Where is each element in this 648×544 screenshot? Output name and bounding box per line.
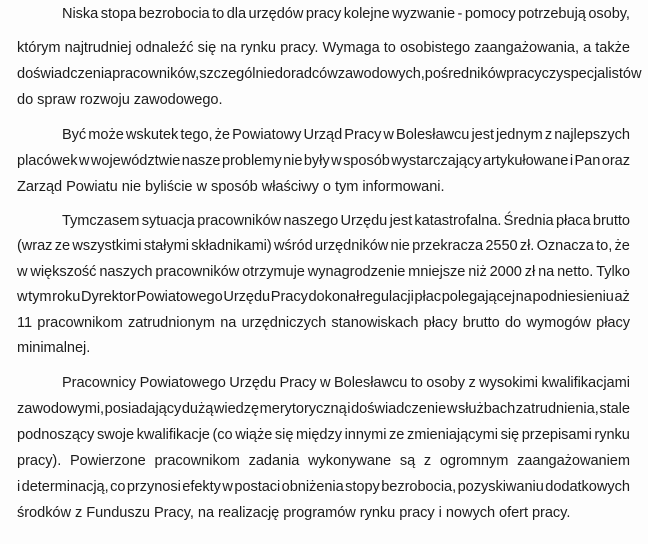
word: mniejsze [408, 264, 466, 280]
paragraph-3-line-5 [17, 314, 630, 332]
word: zł [524, 264, 536, 280]
paragraph-2-line-2 [17, 152, 630, 170]
word: że [614, 238, 630, 254]
word: pracy [506, 66, 542, 82]
word: placówek [17, 153, 78, 169]
word: osoby [426, 375, 465, 391]
word: pozyskiwaniu [457, 479, 544, 495]
word: niż [468, 264, 487, 280]
word: nasze [181, 153, 221, 169]
word: Bolesławcu [333, 375, 408, 391]
word: w [17, 289, 28, 305]
word: zadania [248, 453, 300, 469]
word: stanowiskach [331, 315, 419, 331]
word: doradców [274, 66, 338, 82]
word: brutto [462, 315, 500, 331]
word: netto. [557, 264, 594, 280]
word: w [78, 153, 90, 169]
word: najlepszych [554, 127, 630, 143]
word: potrzebują [518, 6, 586, 22]
word: jest [471, 127, 494, 143]
word: województwie [90, 153, 181, 169]
word: 2000 [489, 264, 522, 280]
word: jednym [496, 127, 543, 143]
word: brutto [592, 213, 630, 229]
word: że [214, 127, 230, 143]
word: to [212, 6, 225, 22]
word: to [410, 375, 423, 391]
word: służbach [457, 401, 516, 417]
word: doświadczenia [17, 66, 113, 82]
word: co [110, 479, 126, 495]
word: Urząd [303, 127, 343, 143]
word: polegającej [441, 289, 516, 305]
word: zawodowymi, [17, 401, 105, 417]
word: z [423, 453, 432, 469]
word: do [504, 315, 522, 331]
word: i [569, 153, 574, 169]
word: między [296, 427, 342, 443]
word: na [538, 264, 555, 280]
word: problemy [221, 153, 282, 169]
word: pracy. [280, 40, 319, 56]
word: wyzwanie [392, 6, 456, 22]
word: rynku [240, 40, 276, 56]
word: są [399, 453, 416, 469]
word: specjalistów [563, 66, 642, 82]
word: i [347, 401, 351, 417]
word: zaangażowania, [474, 40, 579, 56]
word: czy [541, 66, 564, 82]
word: stałymi [143, 238, 189, 254]
word: i [17, 479, 21, 495]
word: Powierzone [69, 453, 146, 469]
word: może [88, 127, 124, 143]
word: pracowników [197, 213, 282, 229]
word: to [383, 40, 396, 56]
word: na [220, 315, 237, 331]
word: osoby, [588, 6, 630, 22]
word: przynosi [126, 479, 181, 495]
word: posiadający [104, 401, 182, 417]
word: roku [52, 289, 81, 305]
paragraph-4-line-4 [17, 452, 630, 470]
word: kwalifikacjami [541, 375, 630, 391]
word: Pracy [279, 375, 317, 391]
word: się [274, 427, 294, 443]
word: obniżenia [281, 479, 344, 495]
word: wystarczający [391, 153, 482, 169]
word: ogromnym [439, 453, 509, 469]
word: merytoryczną [259, 401, 347, 417]
word: płac [414, 289, 442, 305]
word: to, [596, 238, 613, 254]
paragraph-3-line-3 [17, 263, 630, 281]
word: w [17, 264, 28, 280]
word: przepisami [521, 427, 592, 443]
paragraph-4-line-2 [17, 400, 630, 418]
word: efekty [182, 479, 221, 495]
word: zaangażowaniem [517, 453, 630, 469]
word: - [457, 6, 463, 22]
word: pracy [305, 6, 342, 22]
word: Urzędu [340, 213, 388, 229]
word: Niska [62, 6, 99, 22]
word: płaca [555, 213, 591, 229]
word: w [320, 375, 331, 391]
word: katastrofalna. [414, 213, 502, 229]
word: pośredników [424, 66, 507, 82]
word: dla [226, 6, 247, 22]
word: dodatkowych [545, 479, 630, 495]
word: z [468, 375, 476, 391]
word: pracownikom [154, 453, 240, 469]
word: stopy [345, 479, 380, 495]
word: Urzędu [229, 375, 277, 391]
word: Pan [574, 153, 601, 169]
word: sytuacja [141, 213, 195, 229]
word: otrzymuje [242, 264, 305, 280]
paragraph-3-line-1 [62, 212, 630, 230]
word: aż [614, 289, 630, 305]
word: postaci [234, 479, 281, 495]
word: w [383, 127, 394, 143]
word: Tylko [596, 264, 630, 280]
word: najtrudniej [64, 40, 132, 56]
word: pracowników [155, 264, 240, 280]
word: w [222, 479, 233, 495]
word: rynku [594, 427, 630, 443]
word: pracowników, [112, 66, 200, 82]
word: którym [17, 40, 61, 56]
word: dużą [181, 401, 214, 417]
word: płacy [423, 315, 458, 331]
word: stopa [100, 6, 137, 22]
word: urzędów [248, 6, 304, 22]
word: doświadczenie [351, 401, 447, 417]
paragraph-2-line-1 [62, 126, 630, 144]
word: na [220, 40, 237, 56]
word: innymi [344, 427, 387, 443]
word: pomocy [464, 6, 516, 22]
word: Wymaga [322, 40, 380, 56]
word: pracownikom [37, 315, 123, 331]
word: oraz [601, 153, 630, 169]
word: dokonał [308, 289, 360, 305]
word: Powiatowego [136, 289, 223, 305]
word: w [446, 401, 458, 417]
word: naszych [99, 264, 153, 280]
word: Powiatowego [139, 375, 226, 391]
word: artykułowane [482, 153, 569, 169]
word: nie [283, 153, 303, 169]
word: zmieniającymi [406, 427, 498, 443]
word: bezrobocia [138, 6, 210, 22]
word: wymogów [526, 315, 591, 331]
paragraph-1-line-1 [62, 5, 630, 23]
word: były [303, 153, 330, 169]
word: Dyrektor [81, 289, 136, 305]
word: składnikami) [191, 238, 272, 254]
word: swoje [97, 427, 135, 443]
word: wykonywane [308, 453, 392, 469]
word: tego, [180, 127, 213, 143]
word: zł. [519, 238, 535, 254]
word: wiedzę [213, 401, 260, 417]
word: Tymczasem [62, 213, 140, 229]
word: się [500, 427, 520, 443]
paragraph-4-line-1 [62, 374, 630, 392]
paragraph-1-line-3 [17, 65, 642, 83]
paragraph-4-line-3 [17, 426, 630, 444]
word: Pracy [344, 127, 382, 143]
word: podnoszący [17, 427, 95, 443]
word: determinacją, [21, 479, 109, 495]
word: płacy [596, 315, 630, 331]
word: (wraz [17, 238, 53, 254]
word: wynagrodzenie [307, 264, 406, 280]
word: urzędniczych [241, 315, 327, 331]
word: wszystkimi [72, 238, 142, 254]
word: pracy). [17, 453, 62, 469]
word: jest [389, 213, 413, 229]
paragraph-3-line-6: minimalnej. [17, 340, 91, 356]
word: (co [212, 427, 233, 443]
word: Średnia [503, 213, 554, 229]
word: większość [30, 264, 97, 280]
word: bezrobocia, [381, 479, 457, 495]
paragraph-1-line-2 [17, 39, 630, 57]
word: Pracownicy [62, 375, 137, 391]
word: stale [599, 401, 630, 417]
paragraph-3-line-2 [17, 237, 630, 255]
word: Bolesławcu [396, 127, 470, 143]
word: w [331, 153, 342, 169]
word: kolejne [343, 6, 390, 22]
word: sposób [343, 153, 390, 169]
word: odnaleźć [135, 40, 194, 56]
word: urzędników [314, 238, 389, 254]
word: Urzędu [223, 289, 271, 305]
word: się [197, 40, 217, 56]
word: Pracy [270, 289, 308, 305]
word: zawodowych, [337, 66, 425, 82]
word: szczególnie [199, 66, 275, 82]
word: przekracza [412, 238, 484, 254]
paragraph-4-line-5 [17, 478, 630, 496]
word: naszego [283, 213, 339, 229]
paragraph-3-line-4 [17, 288, 630, 306]
paragraph-1-line-4: do spraw rozwoju zawodowego. [17, 92, 223, 108]
word: zatrudnienia, [515, 401, 599, 417]
word: 2550 [485, 238, 518, 254]
word: kwalifikacje [136, 427, 210, 443]
word: regulacji [359, 289, 414, 305]
word: wśród [273, 238, 313, 254]
word: ze [54, 238, 71, 254]
word: wiąże [235, 427, 273, 443]
paragraph-4-line-6: środków z Funduszu Pracy, na realizację programów rynku pracy i nowych ofert pracy. [17, 505, 571, 521]
word: 11 [17, 315, 33, 331]
word: ze [389, 427, 405, 443]
word: podniesieniu [532, 289, 614, 305]
word: wysokimi [479, 375, 538, 391]
word: Oznacza [536, 238, 594, 254]
word: zatrudnionym [127, 315, 215, 331]
word: Być [62, 127, 87, 143]
word: tym [28, 289, 52, 305]
word: nie [390, 238, 410, 254]
word: wskutek [125, 127, 179, 143]
word: z [544, 127, 553, 143]
paragraph-2-line-3: Zarząd Powiatu nie byliście w sposób właściwy o tym informowani. [17, 179, 445, 195]
word: Powiatowy [232, 127, 302, 143]
word: a [583, 40, 592, 56]
word: także [595, 40, 630, 56]
word: osobistego [399, 40, 471, 56]
word: na [515, 289, 532, 305]
